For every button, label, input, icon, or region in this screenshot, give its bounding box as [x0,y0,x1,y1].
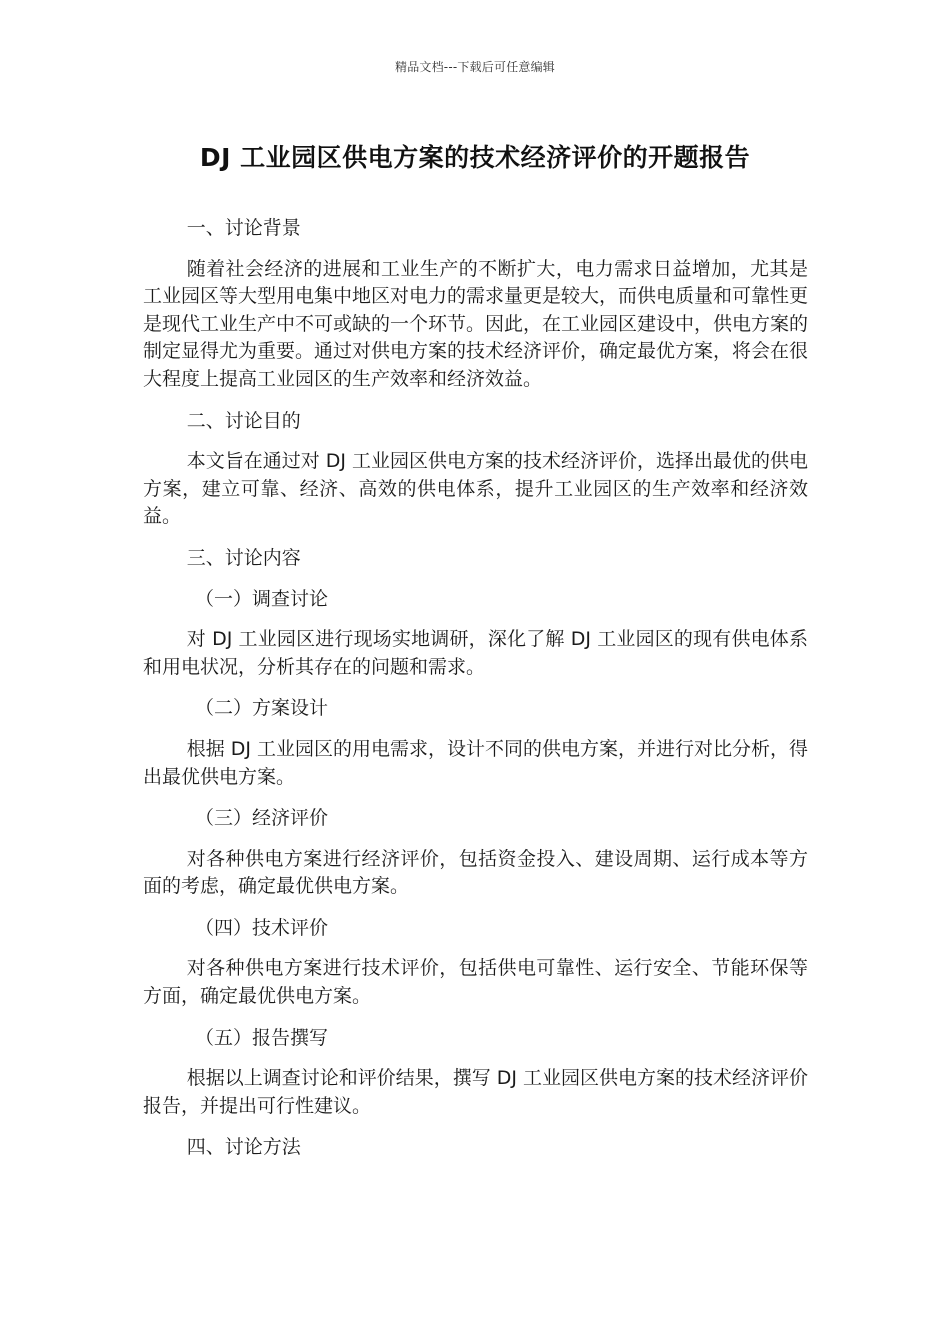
subsection-heading-report: （五）报告撰写 [195,1026,329,1049]
paragraph-economic: 对各种供电方案进行经济评价，包括资金投入、建设周期、运行成本等方面的考虑，确定最优供电方案。 [143,847,808,898]
subsection-heading-survey: （一）调查讨论 [195,587,329,610]
section-heading-purpose: 二、讨论目的 [186,409,301,432]
paragraph-purpose: 本文旨在通过对 DJ 工业园区供电方案的技术经济评价，选择出最优的供电方案，建立可靠、经济、高效的供电体系，提升工业园区的生产效率和经济效益。 [143,450,809,528]
paragraph-background: 随着社会经济的进展和工业生产的不断扩大，电力需求日益增加，尤其是工业园区等大型用电集中地区对电力的需求量更是较大，而供电质量和可靠性更是现代工业生产中不可或缺的一个环节。因此，在工业园区建设中，供电方案的制定显得尤为重要。通过对供电方案的技术经济评价，确定最优方案，将会在很大程度上提高工业园区的生产效率和经济效益。 [143,257,809,390]
subsection-heading-technical: （四）技术评价 [195,916,329,939]
subsection-heading-economic: （三）经济评价 [195,807,329,830]
subsection-heading-design: （二）方案设计 [195,697,329,720]
paragraph-report: 根据以上调查讨论和评价结果，撰写 DJ 工业园区供电方案的技术经济评价报告，并提出可行性建议。 [143,1067,809,1117]
document-body [143,215,808,1175]
paragraph-design: 根据 DJ 工业园区的用电需求，设计不同的供电方案，并进行对比分析，得出最优供电方案。 [143,737,809,788]
paragraph-technical: 对各种供电方案进行技术评价，包括供电可靠性、运行安全、节能环保等方面，确定最优供电方案。 [143,957,808,1008]
section-heading-background: 一、讨论背景 [186,217,301,239]
section-heading-content: 三、讨论内容 [186,546,301,569]
page-header: 精品文档---下载后可任意编辑 [395,60,555,74]
section-heading-method: 四、讨论方法 [186,1136,301,1159]
document-title: DJ 工业园区供电方案的技术经济评价的开题报告 [199,143,751,172]
paragraph-survey: 对 DJ 工业园区进行现场实地调研，深化了解 DJ 工业园区的现有供电体系和用电状况，分析其存在的问题和需求。 [143,628,808,678]
